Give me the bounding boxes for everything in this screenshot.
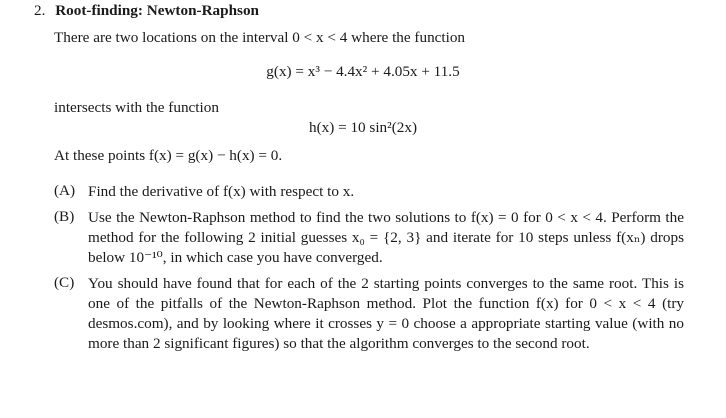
part-b (54, 208, 684, 268)
part-a-text: Find the derivative of f(x) with respect to x. (88, 183, 355, 200)
question-parts (54, 182, 684, 354)
equation-g: g(x) = x³ − 4.4x² + 4.05x + 11.5 (266, 63, 460, 80)
equation-h: h(x) = 10 sin²(2x) (308, 119, 418, 136)
question-number: 2. (34, 2, 46, 19)
intro-line-3: At these points f(x) = g(x) − h(x) = 0. (54, 147, 283, 164)
part-b-text: Use the Newton-Raphson method to find the two solutions to f(x) = 0 for 0 < x < 4. Perform the method for the following 2 initial guesses x₀ = {2, 3} and iterate for 10 steps unless f(xₙ) drops below 10⁻¹⁰, in which case you have converged. (88, 209, 684, 266)
question-heading (34, 2, 259, 20)
question-title: Root-finding: Newton-Raphson (55, 2, 259, 19)
part-b-label: (B) (54, 208, 75, 225)
part-c (54, 274, 684, 354)
part-c-label: (C) (54, 274, 75, 291)
part-a-label: (A) (54, 182, 76, 199)
part-a (54, 182, 684, 202)
part-c-text: You should have found that for each of the 2 starting points converges to the same root. This is one of the pitfalls of the Newton-Raphson method. Plot the function f(x) for 0 < x < 4 (try desmos.com), and by looking where it crosses y = 0 choose a appropriate starting value (with no more than 2 significant figures) so that the algorithm converges to the second root. (88, 275, 684, 352)
intro-line-1: There are two locations on the interval 0 < x < 4 where the function (54, 29, 466, 46)
intro-line-2: intersects with the function (54, 99, 219, 116)
